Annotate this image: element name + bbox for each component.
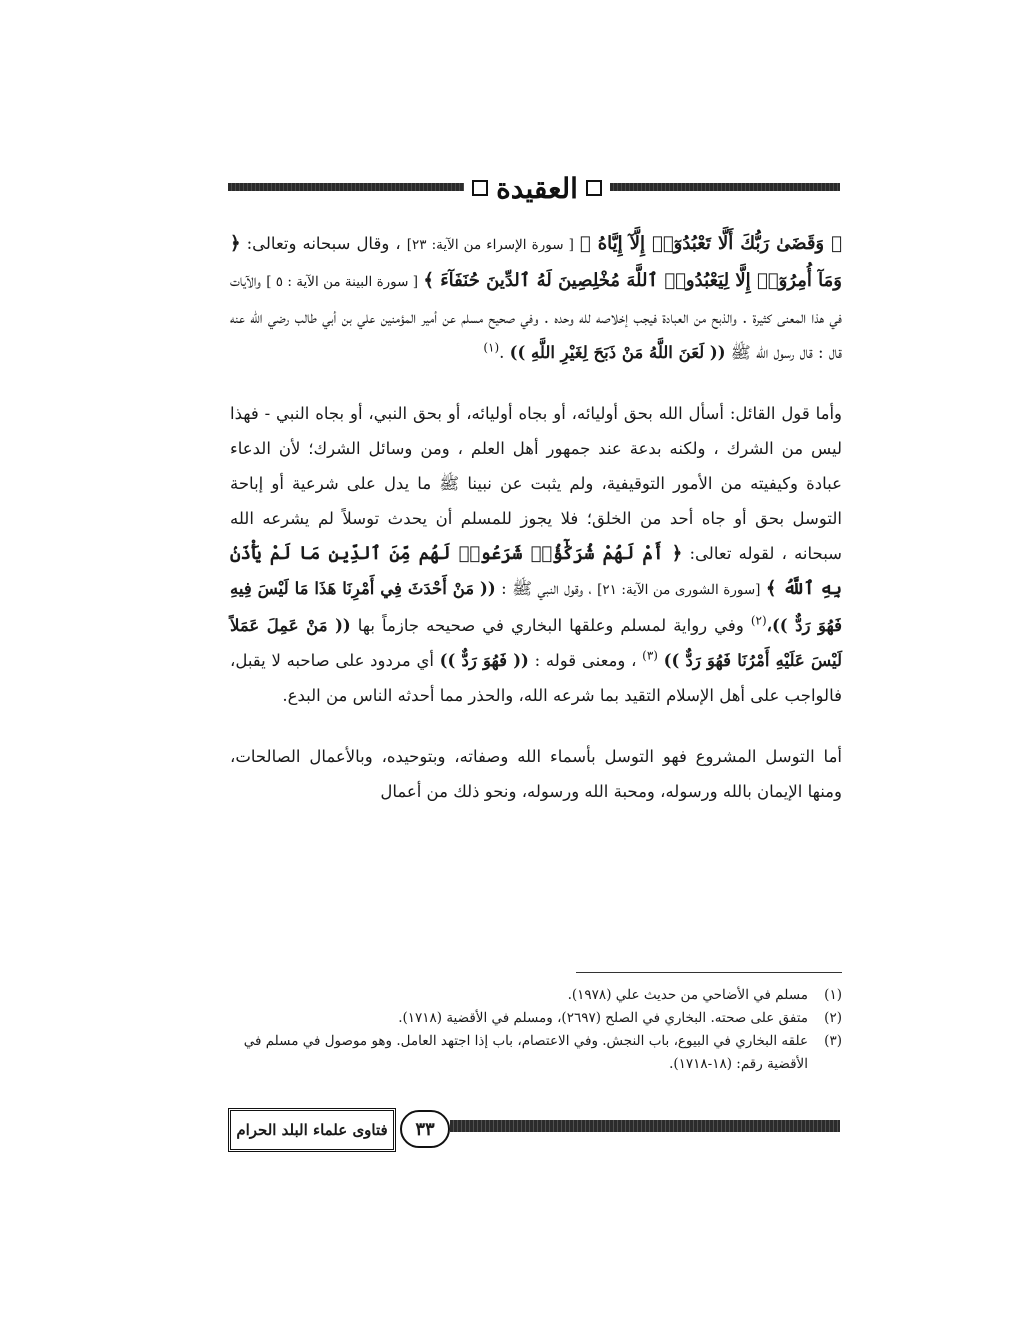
header-rule-left [228,183,464,191]
hadith-quote: (( مَنْ أَحْدَثَ فِي أَمْرِنَا هَذَا مَا لَيْسَ فِيهِ فَهُوَ رَدٌّ ))، [230,579,843,635]
paragraph-text: وأما قول القائل: أسأل الله بحق أوليائه، أو بجاه أوليائه، أو بحق النبي، أو بجاه النبي - فهذا ليس من الشرك ، ولكنه بدعة عند جمهور أهل العلم ، ومن وسائل الشرك؛ لأن الدعاء عبادة وكيفيته من الأمور التوقيفية، ولم يثبت عن نبينا ﷺ ما يدل على شرعية أو إباحة التوسل بحق أو جاه أحد من الخلق؛ فلا يجوز للمسلم أن يحدث توسلاً لم يشرعه الله سبحانه ، لقوله تعالى: [230,404,843,563]
square-ornament-icon [586,180,602,196]
page-footer [228,1108,840,1156]
footer-rule [450,1120,840,1132]
paragraph-text: ، وقال سبحانه وتعالى: [246,234,401,253]
footnote [230,984,842,1007]
footnote-divider [576,972,842,973]
paragraph-text: وفي رواية لمسلم وعلقها البخاري في صحيحه جازماً بها [357,616,744,635]
footnotes [230,984,842,1076]
header-rule-right [610,183,840,191]
verse-reference: [ سورة الإسراء من الآية: ٢٣] [406,237,574,253]
footnote-text: متفق على صحته. البخاري في الصلح (٢٦٩٧)، ومسلم في الأقضية (١٧١٨). [398,1010,808,1026]
chapter-title [464,168,610,208]
quran-verse: ﴿ أَمْ لَهُمْ شُرَكَٰٓؤُا۟ شَرَعُوا۟ لَهُم مِّنَ ٱلدِّينِ مَا لَمْ يَأْذَنۢ بِهِ ٱللَّهُ ﴾ [230,543,842,599]
verse-reference: [ سورة البينة من الآية : ٥ ] [266,274,419,290]
square-ornament-icon [472,180,488,196]
footnote-number: (١) [824,987,842,1003]
hadith-quote: (( لَعَنَ اللَّهُ مَنْ ذَبَحَ لِغَيْرِ اللَّهِ )) [509,343,726,362]
footnote [230,1007,842,1030]
footnote-number: (٢) [824,1010,842,1026]
verse-reference: [سورة الشورى من الآية: ٢١] [597,582,761,598]
footnote-marker: (١) [483,340,500,355]
footnote-text: مسلم في الأضاحي من حديث علي (١٩٧٨). [567,987,808,1003]
paragraph-text: ، ومعنى قوله : [534,651,637,670]
footnote-number: (٣) [824,1033,842,1049]
paragraph-text: والآيات في هذا المعنى كثيرة . والذبح من العبادة فيجب إخلاصه لله وحده . وفي صحيح مسلم عن أمير المؤمنين علي بن أبي طالب رضي الله عنه قال : قال رسول الله ﷺ [230,271,842,362]
book-title: فتاوى علماء البلد الحرام [228,1108,396,1152]
hadith-quote: (( مَنْ عَمِلَ عَمَلاً لَيْسَ عَلَيْهِ أَمْرُنَا فَهُوَ رَدٌّ )) [230,616,843,670]
chapter-title-text: العقيدة [496,171,578,205]
page-number: ٣٣ [400,1110,450,1148]
paragraph-1: ﴿ وَقَضَىٰ رَبُّكَ أَلَّا تَعْبُدُوٓا۟ إِلَّآ إِيَّاهُ ﴾ [ سورة الإسراء من الآية: ٢٣] ، وقال سبحانه وتعالى: ﴿ وَمَآ أُمِرُوٓا۟ إِلَّا لِيَعْبُدُوا۟ ٱللَّهَ مُخْلِصِينَ لَهُ ٱلدِّينَ حُنَفَآءَ ﴾ [ سورة البينة من الآية : ٥ ] والآيات في هذا المعنى كثيرة . والذبح من العبادة فيجب إخلاصه لله وحده . وفي صحيح مسلم عن أمير المؤمنين علي بن أبي طالب رضي الله عنه قال : قال رسول الله ﷺ (( لَعَنَ اللَّهُ مَنْ ذَبَحَ لِغَيْرِ اللَّهِ )) .$^{(١)}$ [230,233,842,362]
quran-verse: ﴿ وَقَضَىٰ رَبُّكَ أَلَّا تَعْبُدُوٓا۟ إِلَّآ إِيَّاهُ ﴾ [579,233,842,254]
paragraph-2 [230,396,842,713]
quran-verse: ﴿ وَمَآ أُمِرُوٓا۟ إِلَّا لِيَعْبُدُوا۟ ٱللَّهَ مُخْلِصِينَ لَهُ ٱلدِّينَ حُنَفَآءَ ﴾ [230,233,842,291]
paragraph-3 [230,739,842,809]
paragraph-text: أما التوسل المشروع فهو التوسل بأسماء الله وصفاته، وبتوحيده، وبالأعمال الصالحات، ومنها الإيمان بالله ورسوله، ومحبة الله ورسوله، ونحو ذلك من أعمال [230,747,842,801]
footnote [230,1030,842,1076]
paragraph-text: أي مردود على صاحبه لا يقبل، فالواجب على أهل الإسلام التقيد بما شرعه الله، والحذر مما أحدثه الناس من البدع. [230,651,842,705]
footnote-marker: (٣) [642,648,658,663]
footnote-text: علقه البخاري في البيوع، باب النجش. وفي الاعتصام، باب إذا اجتهد العامل. وهو موصول في مسلم في الأقضية رقم: (١٨-١٧١٨). [243,1033,808,1072]
paragraph-text: ، وقول النبي ﷺ : [501,579,592,598]
footnote-marker: (٢) [750,613,767,628]
hadith-quote: (( فَهُوَ رَدٌّ )) [439,651,529,670]
page-header [228,168,840,208]
main-text [230,226,842,809]
